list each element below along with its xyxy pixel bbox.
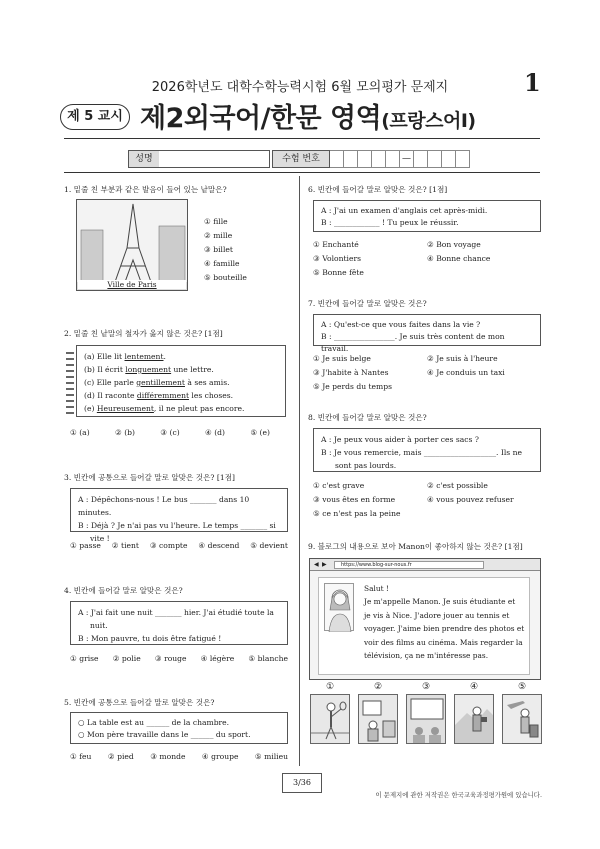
q9-option-4[interactable]: ④ <box>469 682 479 692</box>
blog-content <box>318 577 530 675</box>
q2-options <box>70 428 270 437</box>
q1-option-1[interactable]: ① fille <box>204 217 228 226</box>
column-divider <box>299 176 300 766</box>
blog-line-6: télévision, ça ne m'intéresse pas. <box>364 651 489 661</box>
q2-line-a: (a) Elle lit lentement. <box>84 352 166 361</box>
q4-option-2[interactable]: ② polie <box>112 654 141 663</box>
travel-picture-icon[interactable] <box>502 694 542 744</box>
photo-picture-icon[interactable] <box>454 694 494 744</box>
q4-title: 4. 빈칸에 들어갈 말로 알맞은 것은? <box>64 586 183 595</box>
q6-option-4[interactable]: ④ Bonne chance <box>427 254 491 263</box>
q2-option-1[interactable]: ① (a) <box>70 428 90 437</box>
q8-options <box>313 479 541 521</box>
q4-line-2: nuit. <box>90 621 108 630</box>
period-badge: 제 5 교시 <box>60 104 130 130</box>
q3-line-3: vite ! <box>90 534 110 543</box>
q7-options <box>313 352 541 394</box>
q1-option-3[interactable]: ③ billet <box>204 245 233 254</box>
header-rule-bottom <box>64 172 540 173</box>
q2-line-b: (b) Il écrit longuement une lettre. <box>84 365 214 374</box>
q6-option-5[interactable]: ⑤ Bonne fête <box>313 268 364 277</box>
q5-option-5[interactable]: ⑤ milieu <box>254 752 288 761</box>
notebook-spiral-icon <box>66 348 74 418</box>
blog-browser-window <box>309 558 541 680</box>
q1-caption-text: Ville de Paris <box>107 280 157 289</box>
q6-line-1: A : J'ai un examen d'anglais cet après-midi. <box>321 206 488 215</box>
q4-option-5[interactable]: ⑤ blanche <box>248 654 288 663</box>
q9-option-1[interactable]: ① <box>325 682 335 692</box>
q2-option-5[interactable]: ⑤ (e) <box>250 428 270 437</box>
q4-box <box>70 601 288 645</box>
q7-title: 7. 빈칸에 들어갈 말로 알맞은 것은? <box>308 299 427 308</box>
q3-option-1[interactable]: ① passe <box>70 541 101 550</box>
url-bar[interactable]: https://www.blog-sur-nous.fr <box>334 561 484 569</box>
q3-box <box>70 488 288 543</box>
q5-title: 5. 빈칸에 공통으로 들어갈 말로 알맞은 것은? <box>64 698 215 707</box>
q2-option-2[interactable]: ② (b) <box>114 428 135 437</box>
id-dash: — <box>400 150 414 168</box>
q3-line-2: B : Déjà ? Je n'ai pas vu l'heure. Le temps _______ si <box>78 521 276 530</box>
q4-option-3[interactable]: ③ rouge <box>154 654 187 663</box>
tv-picture-icon[interactable] <box>358 694 398 744</box>
q8-option-1[interactable]: ① c'est grave <box>313 481 365 490</box>
q1-option-4[interactable]: ④ famille <box>204 259 240 268</box>
q2-option-4[interactable]: ④ (d) <box>205 428 226 437</box>
forward-arrow-icon[interactable]: ▶ <box>322 561 327 568</box>
q5-line-1: ○ La table est au ______ de la chambre. <box>78 718 230 727</box>
q6-title: 6. 빈칸에 들어갈 말로 알맞은 것은? [1점] <box>308 185 448 194</box>
q3-option-5[interactable]: ⑤ devient <box>250 541 288 550</box>
q3-options <box>70 541 288 550</box>
q5-option-4[interactable]: ④ groupe <box>201 752 239 761</box>
q5-line-2: ○ Mon père travaille dans le ______ du sport. <box>78 730 251 739</box>
q6-option-1[interactable]: ① Enchanté <box>313 240 359 249</box>
blog-line-2: Je m'appelle Manon. Je suis étudiante et <box>364 597 516 607</box>
q5-option-3[interactable]: ③ monde <box>150 752 186 761</box>
back-arrow-icon[interactable]: ◀ <box>314 561 319 568</box>
q1-options <box>204 215 247 285</box>
q2-option-3[interactable]: ③ (c) <box>160 428 180 437</box>
q8-line-3: sont pas lourds. <box>335 461 397 470</box>
q2-line-e: (e) Heureusement, il ne pleut pas encore. <box>84 404 245 413</box>
paris-illustration <box>76 199 188 291</box>
subject-title <box>140 96 476 135</box>
q9-option-5[interactable]: ⑤ <box>517 682 527 692</box>
subject-sub: (프랑스어Ⅰ) <box>381 110 476 132</box>
blog-line-3: je vis à Nice. J'adore jouer au tennis et <box>364 610 510 620</box>
q7-option-2[interactable]: ② Je suis à l'heure <box>427 354 498 363</box>
q8-title: 8. 빈칸에 들어갈 말로 알맞은 것은? <box>308 413 427 422</box>
q8-option-5[interactable]: ⑤ ce n'est pas la peine <box>313 509 401 518</box>
q4-options <box>70 654 288 663</box>
q2-title: 2. 밑줄 친 낱말의 철자가 옳지 않은 것은? [1점] <box>64 329 223 338</box>
q3-option-4[interactable]: ④ descend <box>198 541 240 550</box>
manon-avatar-icon <box>324 583 354 631</box>
q7-option-1[interactable]: ① Je suis belge <box>313 354 371 363</box>
q8-box <box>313 428 541 472</box>
footer-page-box: 3/36 <box>282 773 322 793</box>
q6-option-3[interactable]: ③ Volontiers <box>313 254 361 263</box>
q7-line-1: A : Qu'est-ce que vous faites dans la vie ? <box>321 320 481 329</box>
exam-title: 2026학년도 대학수학능력시험 6월 모의평가 문제지 <box>151 80 449 95</box>
q4-option-4[interactable]: ④ légère <box>200 654 235 663</box>
copyright-notice: 이 문제지에 관한 저작권은 한국교육과정평가원에 있습니다. <box>375 791 542 799</box>
q6-box <box>313 200 541 232</box>
q9-option-2[interactable]: ② <box>373 682 383 692</box>
q3-line-1: A : Dépêchons-nous ! Le bus _______ dans 10 minutes. <box>78 495 250 517</box>
blog-line-4: voyager. J'aime bien prendre des photos et <box>364 624 525 634</box>
footer-page-current: 3 <box>293 778 299 787</box>
q7-option-4[interactable]: ④ Je conduis un taxi <box>427 368 505 377</box>
q5-option-2[interactable]: ② pied <box>107 752 134 761</box>
q8-option-4[interactable]: ④ vous pouvez refuser <box>427 495 514 504</box>
q9-pictures <box>310 694 542 744</box>
tennis-picture-icon[interactable] <box>310 694 350 744</box>
q8-option-3[interactable]: ③ vous êtes en forme <box>313 495 396 504</box>
cinema-picture-icon[interactable] <box>406 694 446 744</box>
id-field[interactable] <box>330 150 470 168</box>
footer-page-total: 36 <box>300 778 311 787</box>
q9-option-labels <box>310 682 542 692</box>
q8-option-2[interactable]: ② c'est possible <box>427 481 488 490</box>
q2-line-d: (d) Il raconte différemment les choses. <box>84 391 234 400</box>
q1-option-5[interactable]: ⑤ bouteille <box>204 273 247 282</box>
q5-box <box>70 712 288 744</box>
browser-toolbar <box>310 559 540 571</box>
header-rule <box>64 138 540 139</box>
q1-title: 1. 밑줄 친 부분과 같은 발음이 들어 있는 낱말은? <box>64 185 227 194</box>
q7-option-5[interactable]: ⑤ Je perds du temps <box>313 382 393 391</box>
q9-option-3[interactable]: ③ <box>421 682 431 692</box>
name-label: 성명 <box>129 151 159 167</box>
q1-option-2[interactable]: ② mille <box>204 231 233 240</box>
q7-line-2: B : ________________. Je suis très content de mon travail. <box>321 332 505 353</box>
q7-option-3[interactable]: ③ J'habite à Nantes <box>313 368 389 377</box>
blog-text <box>364 582 526 662</box>
q3-option-3[interactable]: ③ compte <box>149 541 188 550</box>
blog-line-1: Salut ! <box>364 584 389 593</box>
q8-line-1: A : Je peux vous aider à porter ces sacs ? <box>321 435 479 444</box>
q4-option-1[interactable]: ① grise <box>70 654 99 663</box>
name-field[interactable] <box>128 150 270 168</box>
q2-box <box>76 345 286 417</box>
q3-option-2[interactable]: ② tient <box>111 541 139 550</box>
subject-main: 제2외국어/한문 영역 <box>140 103 382 134</box>
q3-title: 3. 빈칸에 공통으로 들어갈 말로 알맞은 것은? [1점] <box>64 473 236 482</box>
q4-line-1: A : J'ai fait une nuit _______ hier. J'ai étudié toute la <box>78 608 274 617</box>
q6-option-2[interactable]: ② Bon voyage <box>427 240 481 249</box>
q1-caption <box>78 280 186 289</box>
eiffel-tower-icon <box>77 200 188 291</box>
blog-line-5: voir des films au cinéma. Mais regarder la <box>364 637 523 647</box>
q5-option-1[interactable]: ① feu <box>70 752 92 761</box>
q6-options <box>313 238 541 280</box>
q7-box <box>313 314 541 353</box>
q2-line-c: (c) Elle parle gentillement à ses amis. <box>84 378 230 387</box>
q5-options <box>70 752 288 761</box>
page-number: 1 <box>524 68 541 97</box>
q9-title: 9. 블로그의 내용으로 보아 Manon이 좋아하지 않는 것은? [1점] <box>308 542 523 551</box>
q6-line-2: B : ____________ ! Tu peux le réussir. <box>321 218 459 227</box>
q8-line-2: B : Je vous remercie, mais ___________________. Ils ne <box>321 448 522 457</box>
q4-line-3: B : Mon pauvre, tu dois être fatigué ! <box>78 634 222 643</box>
id-label: 수험 번호 <box>272 150 330 168</box>
